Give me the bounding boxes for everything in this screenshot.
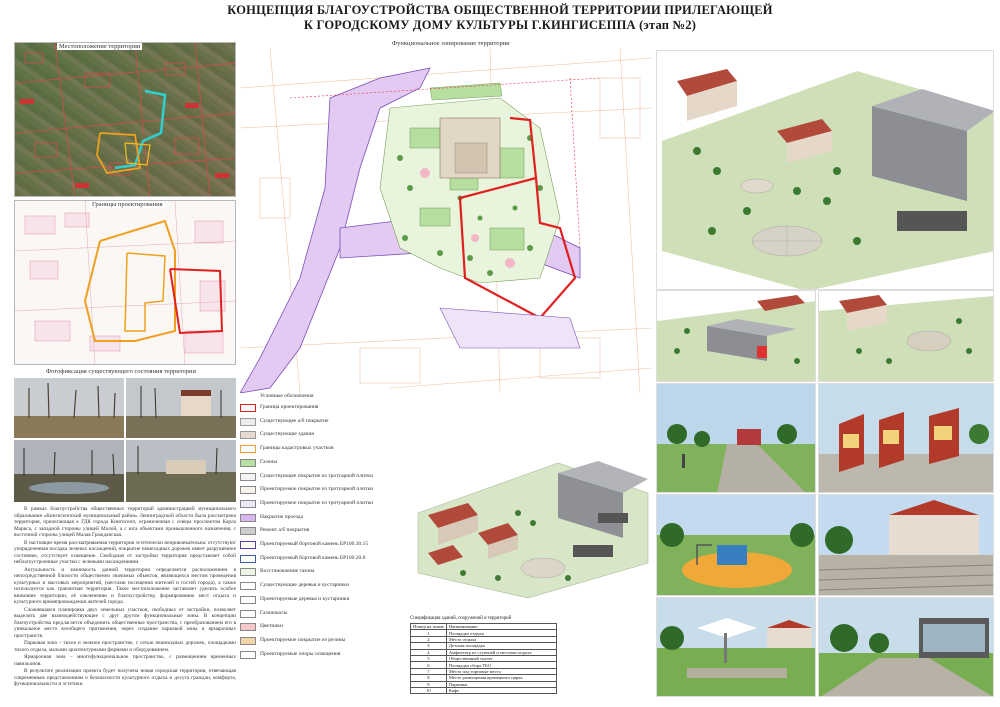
legend-swatch (240, 568, 256, 576)
table-cell-name: Место размещения временного цирка (446, 675, 556, 681)
legend-swatch (240, 500, 256, 508)
legend-label: Граница проектирования (260, 404, 319, 410)
location-map-drawing (15, 43, 236, 197)
render-view-8-image (657, 598, 816, 697)
render-view-6-image (657, 495, 816, 596)
center-column (240, 38, 652, 698)
site-photo-3 (14, 440, 124, 502)
site-axonometric (408, 453, 652, 603)
site-photo-4-image (126, 440, 236, 502)
table-cell-name: Кафе (446, 687, 556, 693)
render-view-5-image (819, 384, 994, 493)
spec-table (410, 623, 557, 694)
table-cell-number: 9 (411, 681, 447, 687)
legend-item (240, 526, 400, 536)
boundary-map-caption: Границы проектирования (92, 201, 163, 208)
description-paragraph-5: Парковая зона – тихое и зеленое пространство, с сетью пешеходных дорожек, площадками тихого отдыха, малыми архитектурными формами и оборудованием. (14, 640, 236, 653)
render-view-3-image (819, 291, 994, 382)
legend-label: Накрытие проезда (260, 513, 304, 520)
site-photo-3-image (14, 440, 124, 502)
legend-swatch (240, 623, 256, 631)
legend-title: Условные обозначения (260, 393, 314, 399)
render-view-7-image (819, 495, 994, 596)
table-cell-number: 3 (411, 643, 447, 649)
table-cell-name: Площадка отдыха (446, 630, 556, 636)
description-paragraph-1: В рамках благоустройства общественных территорий администрацией муниципального образования «Кингисеппский муниципальный район» Ленинградской области была рассмотрена территория, прилегающая к ГДК города Кингисепп, ограниченная с севера проспектом Карла Маркса, с западной стороны улицей Малой, а с юга объектами промышленного назначения, с восточной стороны улицей Малая Гражданская. (14, 506, 236, 538)
render-view-9 (818, 597, 994, 697)
legend-swatch (240, 514, 256, 522)
legend-swatch (240, 555, 256, 563)
spec-table-head-number: Номер на плане (411, 624, 447, 630)
table-cell-name: Амфитеатр из ступеней и местами отдыха (446, 649, 556, 655)
legend-item (240, 513, 400, 523)
render-view-4-image (657, 384, 816, 493)
right-column (656, 38, 994, 698)
render-view-9-image (819, 598, 994, 697)
legend-item (240, 472, 400, 482)
legend-swatch (240, 596, 256, 604)
description-paragraph-3: Актуальность и значимость данной территории определяется расположением в непосредственной близости общественно значимых объектов, являющихся местом проведения культурных и массовых мероприятий, (местами посещения жителей и гостей города), а также используется как транзитная территория. Такое местоположение заставляет уделить особое внимание территории, её озеленению и благоустройству, формированию мест отдыха и культурного времяпровождения жителей города. (14, 566, 236, 605)
render-view-6 (656, 494, 816, 596)
legend-item (240, 458, 400, 468)
legend-label: Проектируемый бортовой камень БР100.30.15 (260, 541, 369, 547)
spec-table-title: Спецификация зданий, сооружений и территорий (410, 616, 512, 621)
legend-swatch (240, 473, 256, 481)
table-row (411, 687, 557, 693)
table-cell-number: 2 (411, 636, 447, 642)
photos-caption: Фотофиксация существующего состояния территории (46, 368, 197, 375)
render-aerial-main-image (657, 51, 994, 290)
legend-item (240, 636, 400, 646)
render-view-2 (656, 290, 816, 382)
legend-label: Цветники (260, 623, 283, 630)
left-column (14, 38, 236, 698)
legend-swatch (240, 527, 256, 535)
legend-item (240, 609, 400, 619)
legend-swatch (240, 651, 256, 659)
legend-swatch (240, 431, 256, 439)
legend-label: Газонокосы (260, 609, 288, 616)
render-view-8 (656, 597, 816, 697)
table-cell-name: Детская площадка (446, 643, 556, 649)
legend-label: Проектируемое покрытие из резины (260, 636, 346, 643)
zoning-plan-caption: Функциональное зонирование территории (392, 40, 510, 47)
legend-item (240, 444, 400, 454)
legend-item (240, 499, 400, 509)
legend-label: Существующее а/б покрытие (260, 417, 329, 424)
legend-label: Газоны (260, 458, 278, 465)
legend-swatch (240, 404, 256, 412)
legend-label: Проектируемые опоры освещения (260, 650, 341, 657)
table-cell-name: Место под торговые места (446, 668, 556, 674)
location-map (14, 42, 236, 197)
legend-item (240, 567, 400, 577)
legend-swatch (240, 486, 256, 494)
legend-item (240, 595, 400, 605)
description-paragraph-2: В настоящее время рассматриваемая территория эстетически непривлекательна: отсутствуют упорядоченная посадка зеленых насаждений, покрытие пешеходных дорожек имеет разрушенное состояние, отсутствует освещение. Свободная от застройки территория представляет собой неблагоустроенные участки с зелеными насаждениями. (14, 539, 236, 565)
render-view-5 (818, 383, 994, 493)
legend-label: Проектируемые деревья и кустарники (260, 595, 350, 602)
legend-swatch (240, 445, 256, 453)
table-cell-number: 5 (411, 655, 447, 661)
table-cell-number: 1 (411, 630, 447, 636)
legend-label: Существующие деревья и кустарники (260, 582, 349, 589)
render-view-4 (656, 383, 816, 493)
legend-item (240, 430, 400, 440)
spec-table-head-name: Наименование (446, 624, 556, 630)
description-paragraph-7: В результате реализации проекта будет получена новая городская территория, отвечающая современным представлениям о безопасности культурного отдыха и досуга граждан, комфорта, функциональности и эстетики. (14, 668, 236, 687)
site-photo-1 (14, 378, 124, 438)
legend-item (240, 622, 400, 632)
title-line-2: К ГОРОДСКОМУ ДОМУ КУЛЬТУРЫ Г.КИНГИСЕППА (этап №2) (303, 18, 697, 32)
legend-label: Проектируемое покрытие из тротуарной плитки (260, 486, 374, 493)
legend-swatch (240, 459, 256, 467)
legend-item (240, 485, 400, 495)
site-photo-2 (126, 378, 236, 438)
render-view-3 (818, 290, 994, 382)
legend-swatch (240, 541, 256, 549)
site-photo-1-image (14, 378, 124, 438)
table-cell-name: Место отдыха (446, 636, 556, 642)
description-paragraph-6: Ярмарочная зона – многофункциональное пространство, с размещением временных павильонов. (14, 654, 236, 667)
boundary-map-drawing (15, 201, 236, 365)
site-axonometric-drawing (408, 453, 652, 603)
legend-label: Проектируемое покрытие из тротуарной плитки (260, 499, 374, 506)
legend-item (240, 554, 400, 564)
render-aerial-main (656, 50, 994, 290)
legend-swatch (240, 637, 256, 645)
boundary-map (14, 200, 236, 365)
table-cell-name: Площадка сбора ТБО (446, 662, 556, 668)
legend-label: Существующее покрытие из тротуарной плитки (260, 472, 373, 479)
legend-item (240, 417, 400, 427)
table-cell-number: 7 (411, 668, 447, 674)
table-cell-number: 8 (411, 675, 447, 681)
description-paragraph-4: Сложившаяся планировка двух земельных участков, свободных от застройки, позволяет выделить две взаимодействующие с друг другом функциональные зоны. В концепции благоустройства предлагается объединить общественные пространства, с преобразованием его в уникальное место всеобщего притяжения, через создание парковой зоны и ярмарочных пространств. (14, 606, 236, 639)
legend-item (240, 403, 400, 413)
table-cell-number: 4 (411, 649, 447, 655)
legend-swatch (240, 610, 256, 618)
site-photo-2-image (126, 378, 236, 438)
legend-label: Восстановление газона (260, 568, 315, 575)
legend-swatch (240, 582, 256, 590)
table-cell-name: Парковка (446, 681, 556, 687)
description-text (14, 506, 236, 696)
render-view-2-image (657, 291, 816, 382)
legend (240, 393, 415, 693)
legend-item (240, 540, 400, 550)
table-cell-name: Общественный туалет (446, 655, 556, 661)
legend-swatch (240, 418, 256, 426)
table-cell-number: 6 (411, 662, 447, 668)
spec-table-body (411, 630, 557, 694)
zoning-plan (240, 48, 652, 393)
legend-label: Границы кадастровых участков (260, 445, 334, 452)
page-title (180, 3, 820, 33)
legend-label: Проектируемый бортовой камень БР100.20.8 (260, 554, 366, 561)
title-line-1: КОНЦЕПЦИЯ БЛАГОУСТРОЙСТВА ОБЩЕСТВЕННОЙ ТЕРРИТОРИИ ПРИЛЕГАЮЩЕЙ (227, 3, 773, 17)
site-photo-4 (126, 440, 236, 502)
legend-item (240, 581, 400, 591)
render-view-7 (818, 494, 994, 596)
legend-label: Ремонт а/б покрытия (260, 527, 310, 534)
table-cell-number: 10 (411, 687, 447, 693)
location-map-caption: Местоположение территории (59, 43, 141, 50)
legend-item (240, 650, 400, 660)
legend-label: Существующие здания (260, 431, 314, 438)
zoning-plan-drawing (240, 48, 652, 393)
